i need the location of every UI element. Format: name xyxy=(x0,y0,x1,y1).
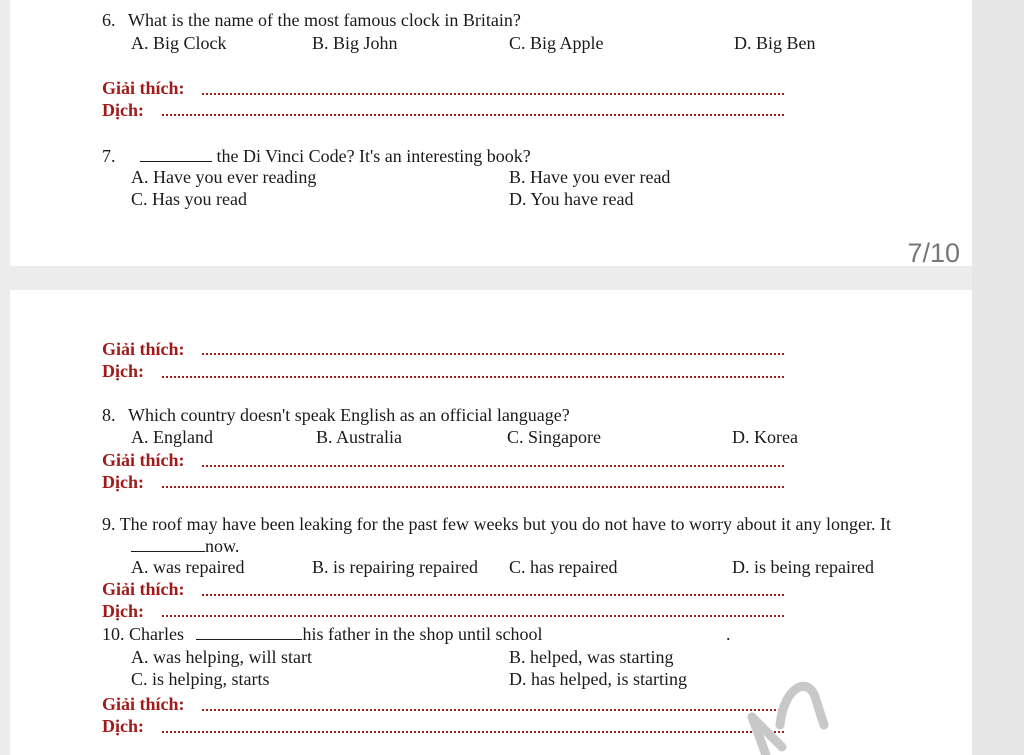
question-6-number: 6. xyxy=(102,10,116,30)
q10-translate-label: Dịch: xyxy=(102,716,144,736)
q6-explain-label: Giải thích: xyxy=(102,78,185,98)
watermark-graphic xyxy=(738,655,848,755)
q8-translate-line xyxy=(162,486,784,488)
question-10-text: his father in the shop until school xyxy=(302,624,543,644)
q9-explain-line xyxy=(202,594,784,596)
q6-explain-line xyxy=(202,93,784,95)
viewer-gutter xyxy=(972,0,1024,755)
q6-translate-line xyxy=(162,114,784,116)
question-10-trailing-dot: . xyxy=(726,624,731,644)
q8-explain-line xyxy=(202,465,784,467)
q10-option-a: A. was helping, will start xyxy=(131,647,312,667)
q8-translate-label: Dịch: xyxy=(102,472,144,492)
question-10-prefix: 10. Charles xyxy=(102,624,184,644)
q10-option-d: D. has helped, is starting xyxy=(509,669,687,689)
q8-option-a: A. England xyxy=(131,427,213,447)
q7-option-b: B. Have you ever read xyxy=(509,167,671,187)
q9-translate-label: Dịch: xyxy=(102,601,144,621)
q9-option-a: A. was repaired xyxy=(131,557,245,577)
q9-option-b: B. is repairing repaired xyxy=(312,557,478,577)
q6-option-d: D. Big Ben xyxy=(734,33,816,53)
question-9-text2: now. xyxy=(205,536,240,556)
q6-option-a: A. Big Clock xyxy=(131,33,227,53)
question-10 xyxy=(102,623,542,645)
q10-option-c: C. is helping, starts xyxy=(131,669,270,689)
question-8-number: 8. xyxy=(102,405,116,425)
q6-option-c: C. Big Apple xyxy=(509,33,604,53)
q7-explain-label: Giải thích: xyxy=(102,339,185,359)
q6-option-b: B. Big John xyxy=(312,33,398,53)
q9-option-d: D. is being repaired xyxy=(732,557,874,577)
question-9-text: 9. The roof may have been leaking for the past few weeks but you do not have to worry about it any longer. It xyxy=(102,514,891,534)
q6-translate-label: Dịch: xyxy=(102,100,144,120)
q7-translate-line xyxy=(162,376,784,378)
question-10-blank xyxy=(196,623,302,640)
document-page-7 xyxy=(10,0,972,266)
q7-explain-line xyxy=(202,353,784,355)
question-8 xyxy=(102,404,570,426)
q10-translate-line xyxy=(162,731,784,733)
q9-explain-label: Giải thích: xyxy=(102,579,185,599)
q7-option-a: A. Have you ever reading xyxy=(131,167,317,187)
q8-option-b: B. Australia xyxy=(316,427,402,447)
q8-explain-label: Giải thích: xyxy=(102,450,185,470)
page-counter: 7/10 xyxy=(907,238,960,268)
q10-explain-line xyxy=(202,709,784,711)
question-8-text: Which country doesn't speak English as an official language? xyxy=(128,405,570,425)
question-7-blank xyxy=(140,145,212,162)
question-6-text: What is the name of the most famous clock in Britain? xyxy=(128,10,521,30)
q8-option-c: C. Singapore xyxy=(507,427,601,447)
question-6 xyxy=(102,9,521,31)
question-7 xyxy=(102,145,531,167)
question-7-number: 7. xyxy=(102,146,116,166)
question-7-text: the Di Vinci Code? It's an interesting book? xyxy=(216,146,531,166)
question-9-blank xyxy=(131,535,205,552)
question-9-line2 xyxy=(131,535,239,557)
q10-explain-label: Giải thích: xyxy=(102,694,185,714)
q7-option-d: D. You have read xyxy=(509,189,634,209)
q7-option-c: C. Has you read xyxy=(131,189,247,209)
q8-option-d: D. Korea xyxy=(732,427,798,447)
q9-option-c: C. has repaired xyxy=(509,557,618,577)
q7-translate-label: Dịch: xyxy=(102,361,144,381)
q9-translate-line xyxy=(162,615,784,617)
q10-option-b: B. helped, was starting xyxy=(509,647,674,667)
